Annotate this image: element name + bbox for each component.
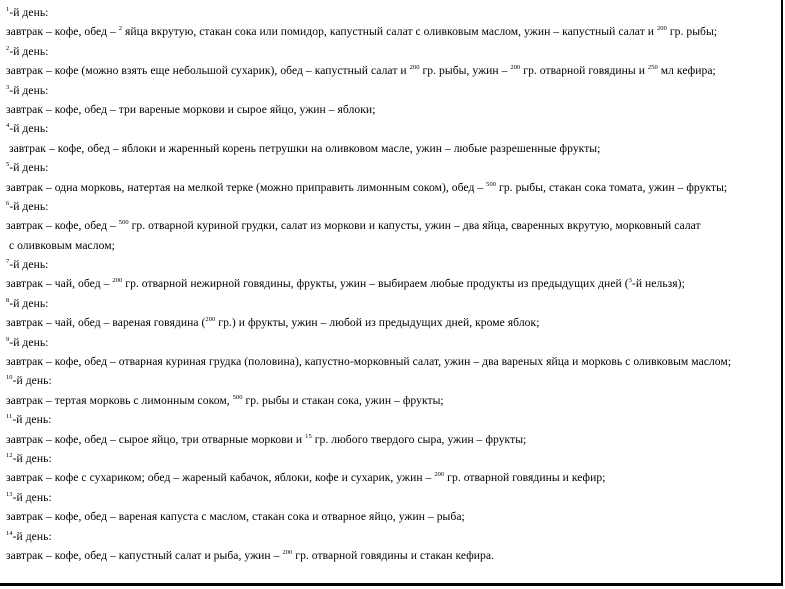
menu-text: гр. отварной говядины и стакан кефира. [292,548,494,562]
menu-text: гр. отварной говядины и кефир; [444,471,606,485]
menu-text: гр. рыбы, ужин – [419,64,511,78]
menu-text: завтрак – кофе, обед – три вареные моркови и сырое яйцо, ужин – яблоки; [6,102,376,116]
day-title: -й день: [9,44,49,58]
day-menu-line [6,178,781,197]
menu-text: яйца вкрутую, стакан сока или помидор, капустный салат с оливковым маслом, ужин – капустный салат и [122,25,657,39]
day-menu-line [6,352,781,371]
day-title: -й день: [9,199,49,213]
quantity-number: 2 [118,25,123,33]
day-number: 8 [6,296,10,304]
day-number: 12 [6,451,13,459]
menu-text: завтрак – кофе, обед – сырое яйцо, три отварные моркови и [6,432,306,446]
day-menu-line [6,274,781,293]
day-title: -й день: [9,296,49,310]
menu-text: гр.) и фрукты, ужин – любой из предыдущих дней, кроме яблок; [215,316,540,330]
menu-text: завтрак – кофе, обед – капустный салат и рыба, ужин – [6,548,283,562]
day-title: -й день: [12,451,52,465]
menu-text: завтрак – кофе, обед – [6,25,119,39]
quantity-number: 200 [434,471,445,479]
menu-text: гр. отварной нежирной говядины, фрукты, ужин – выбираем любые продукты из предыдущих дней ( [122,277,629,291]
day-heading [6,42,781,61]
day-heading [6,410,781,429]
quantity-number: 200 [409,64,420,72]
day-heading [6,294,781,313]
day-menu-line [6,507,781,526]
menu-text: гр. отварной куриной грудки, салат из моркови и капусты, ужин – два яйца, сваренных вкрутую, морковный салат [128,219,701,233]
day-heading [6,119,781,138]
day-number: 5 [6,161,10,169]
day-number: 1 [6,6,10,13]
day-heading [6,371,781,390]
quantity-number: 15 [305,432,312,440]
quantity-number: 200 [656,25,667,33]
day-title: -й день: [9,258,49,272]
quantity-number: 250 [647,64,658,72]
day-title: -й день: [9,335,49,349]
menu-text: завтрак – кофе, обед – вареная капуста с маслом, стакан сока и отварное яйцо, ужин – рыба; [6,510,465,524]
menu-text: завтрак – чай, обед – вареная говядина ( [6,316,206,330]
menu-text: гр. рыбы, стакан сока томата, ужин – фрукты; [496,180,728,194]
day-number: 2 [6,44,10,52]
day-title: -й день: [12,490,52,504]
quantity-number: 200 [282,548,293,556]
day-heading [6,333,781,352]
day-menu-line [6,391,781,410]
day-menu-line [6,313,781,332]
menu-text: завтрак – одна морковь, натертая на мелкой терке (можно приправить лимонным соком), обед – [6,180,487,194]
menu-text: завтрак – кофе, обед – яблоки и жаренный корень петрушки на оливковом масле, ужин – любые разрешенные фрукты; [6,141,601,155]
day-number: 13 [6,490,13,498]
day-title: -й день: [9,83,49,97]
day-number: 7 [6,258,10,266]
day-heading [6,81,781,100]
day-heading [6,3,781,22]
quantity-number: 3 [628,277,632,285]
day-number: 9 [6,335,10,343]
quantity-number: 200 [205,316,216,324]
menu-text: мл кефира; [657,64,716,78]
menu-text: завтрак – кофе, обед – [6,219,119,233]
day-menu-line [6,430,781,449]
day-number: 10 [6,374,13,382]
menu-text: гр. рыбы; [666,25,718,39]
day-menu-line [6,546,781,565]
day-menu-line [6,216,781,235]
quantity-number: 500 [232,393,243,401]
day-number: 6 [6,199,10,207]
menu-text: гр. любого твердого сыра, ужин – фрукты; [311,432,527,446]
menu-text: гр. отварной говядины и [520,64,648,78]
menu-text: завтрак – кофе с сухариком; обед – жареный кабачок, яблоки, кофе и сухарик, ужин – [6,471,435,485]
menu-text: -й нельзя); [631,277,685,291]
day-heading [6,255,781,274]
day-heading [6,158,781,177]
menu-text: с оливковым маслом; [6,238,115,252]
day-heading [6,527,781,546]
menu-text: гр. рыбы и стакан сока, ужин – фрукты; [242,393,444,407]
day-title: -й день: [9,161,49,175]
quantity-number: 500 [486,180,497,188]
day-title: -й день: [9,6,49,19]
day-number: 11 [6,413,13,421]
day-title: -й день: [12,413,52,427]
day-menu-line [6,468,781,487]
day-menu-line [6,100,781,119]
day-title: -й день: [9,122,49,136]
menu-text: завтрак – кофе, обед – отварная куриная грудка (половина), капустно-морковный салат, ужин – два вареных яйца и морковь с оливковым маслом; [6,355,732,369]
menu-text: завтрак – тертая морковь с лимонным соком, [6,393,233,407]
day-title: -й день: [12,374,52,388]
day-heading [6,488,781,507]
day-title: -й день: [12,529,52,543]
day-number: 4 [6,122,10,130]
day-number: 14 [6,529,13,537]
day-heading [6,449,781,468]
day-menu-line [6,236,781,255]
day-number: 3 [6,83,10,91]
day-heading [6,197,781,216]
menu-text: завтрак – кофе (можно взять еще небольшой сухарик), обед – капустный салат и [6,64,410,78]
day-menu-line [6,61,781,80]
quantity-number: 500 [118,219,129,227]
day-menu-line [6,139,781,158]
day-menu-line [6,22,781,41]
quantity-number: 200 [112,277,123,285]
menu-text: завтрак – чай, обед – [6,277,113,291]
quantity-number: 200 [510,64,521,72]
